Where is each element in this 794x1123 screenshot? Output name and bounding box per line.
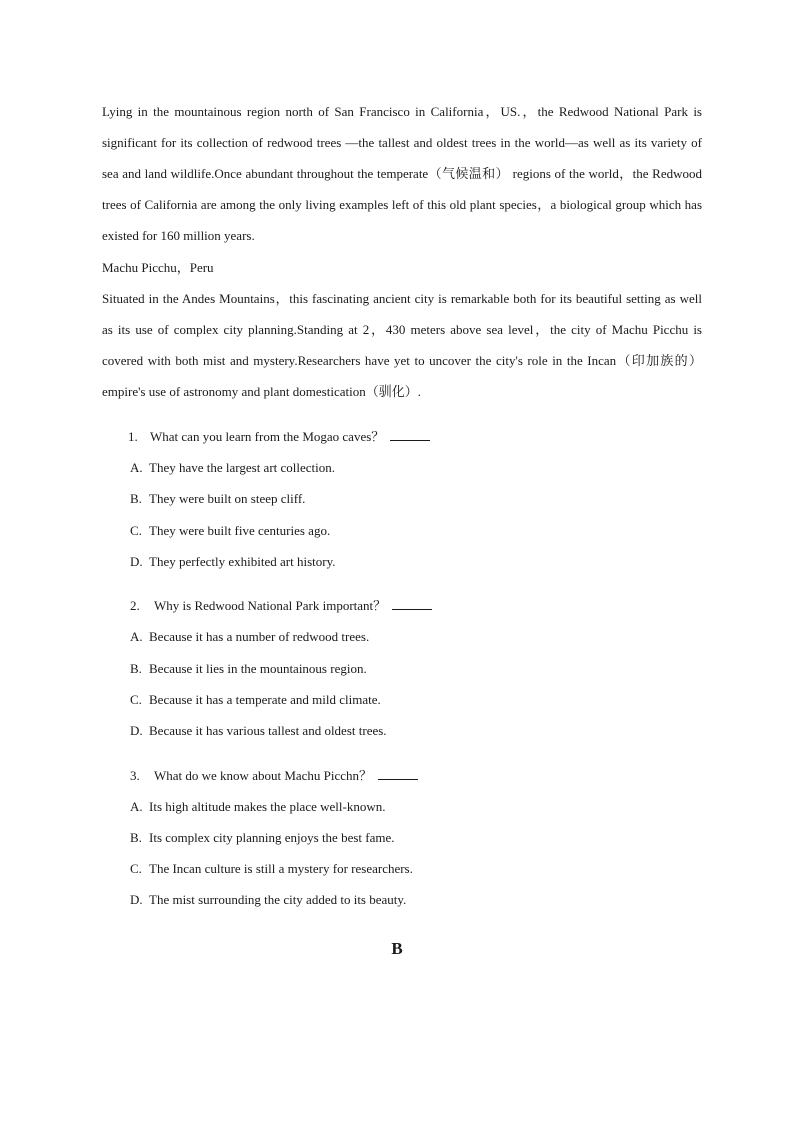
option-a[interactable] (130, 459, 335, 477)
option-text: The Incan culture is still a mystery for researchers. (149, 861, 413, 876)
option-letter: B. (130, 661, 142, 676)
question-number: 1. (128, 429, 138, 444)
question-stem (130, 597, 432, 615)
option-text: They were built on steep cliff. (149, 491, 306, 506)
answer-blank[interactable] (392, 597, 432, 610)
question-stem (128, 428, 430, 446)
option-letter: B. (130, 830, 142, 845)
option-letter: C. (130, 861, 142, 876)
option-letter: A. (130, 460, 143, 475)
option-c[interactable] (130, 860, 413, 878)
option-letter: A. (130, 799, 143, 814)
question-text: What can you learn from the Mogao caves？ (150, 429, 385, 444)
question-stem (130, 767, 418, 785)
option-letter: C. (130, 692, 142, 707)
option-letter: D. (130, 892, 143, 907)
option-text: They perfectly exhibited art history. (149, 554, 336, 569)
option-letter: D. (130, 554, 143, 569)
answer-blank[interactable] (390, 428, 430, 441)
redwood-paragraph: Lying in the mountainous region north of San Francisco in California，US.，the Redwood National Park is significant for its collection of redwood trees —the tallest and oldest trees in the world—as well as its variety of sea and land wildlife.Once abundant throughout the temperate（气候温和） regions of the world，the Redwood trees of California are among the only living examples left of this old plant species，a biological group which has existed for 160 million years. (102, 104, 702, 243)
option-text: They have the largest art collection. (149, 460, 336, 475)
option-text: They were built five centuries ago. (149, 523, 331, 538)
option-letter: C. (130, 523, 142, 538)
option-text: Because it lies in the mountainous region. (149, 661, 367, 676)
option-b[interactable] (130, 829, 395, 847)
question-text: Why is Redwood National Park important？ (154, 598, 387, 613)
option-letter: A. (130, 629, 143, 644)
option-c[interactable] (130, 522, 330, 540)
answer-blank[interactable] (378, 767, 418, 780)
option-b[interactable] (130, 660, 367, 678)
option-text: The mist surrounding the city added to its beauty. (149, 892, 407, 907)
question-number: 3. (130, 768, 140, 783)
option-letter: B. (130, 491, 142, 506)
question-text: What do we know about Machu Picchn？ (154, 768, 373, 783)
machu-picchu-paragraph: Situated in the Andes Mountains，this fascinating ancient city is remarkable both for its beautiful setting as well as its use of complex city planning.Standing at 2，430 meters above sea level，the city of Machu Picchu is covered with both mist and mystery.Researchers have yet to uncover the city's role in the Incan（印加族的） empire's use of astronomy and plant domestication（驯化）. (102, 291, 702, 399)
option-d[interactable] (130, 891, 406, 909)
option-letter: D. (130, 723, 143, 738)
machu-picchu-heading: Machu Picchu，Peru (102, 260, 214, 275)
option-c[interactable] (130, 691, 381, 709)
option-d[interactable] (130, 722, 387, 740)
option-text: Because it has a temperate and mild climate. (149, 692, 381, 707)
question-number: 2. (130, 598, 140, 613)
option-text: Its complex city planning enjoys the best fame. (149, 830, 395, 845)
option-a[interactable] (130, 628, 369, 646)
option-a[interactable] (130, 798, 385, 816)
option-b[interactable] (130, 490, 305, 508)
option-text: Because it has various tallest and oldest trees. (149, 723, 387, 738)
section-heading: B (391, 939, 403, 958)
option-text: Its high altitude makes the place well-known. (149, 799, 386, 814)
option-d[interactable] (130, 553, 336, 571)
option-text: Because it has a number of redwood trees. (149, 629, 370, 644)
